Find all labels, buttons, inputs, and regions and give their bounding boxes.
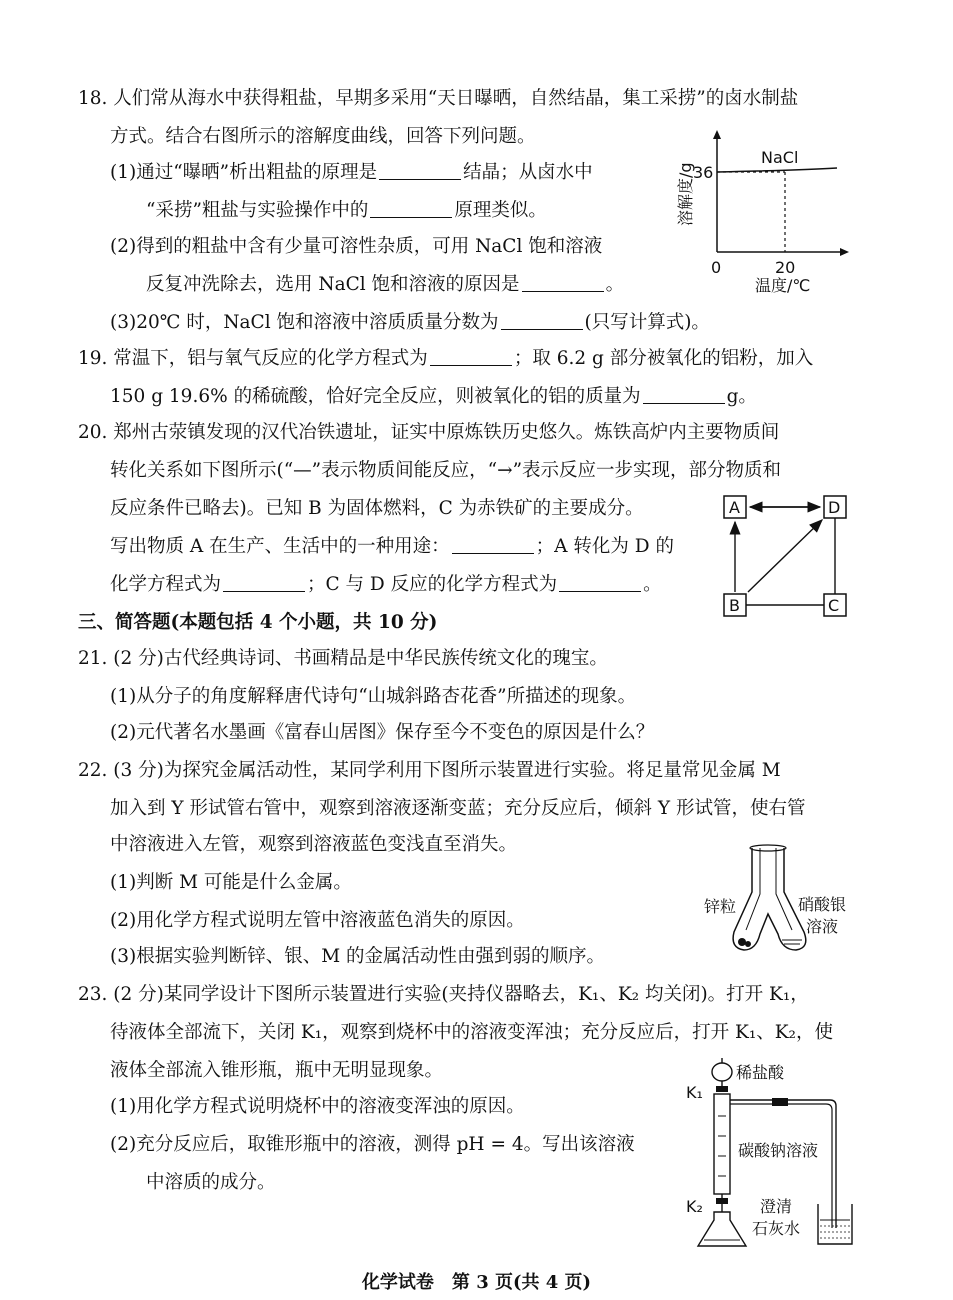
curve-label: NaCl — [761, 148, 799, 167]
q22-line2: 加入到 Y 形试管右管中，观察到溶液逐渐变蓝；充分反应后，倾斜 Y 形试管，使右管 — [110, 798, 806, 819]
q20-text: 写出物质 A 在生产、生活中的一种用途： — [110, 536, 450, 557]
y-axis-arrow — [713, 130, 721, 139]
apparatus-figure — [680, 1056, 860, 1252]
q21-line2: (1)从分子的角度解释唐代诗句“山城斜路杏花香”所描述的现象。 — [110, 686, 637, 707]
solubility-graph — [665, 130, 855, 300]
silver-nitrate-label: 硝酸银 — [798, 895, 847, 914]
answer-blank[interactable] — [522, 273, 604, 292]
q18-line2: 方式。结合右图所示的溶解度曲线，回答下列问题。 — [110, 126, 536, 147]
q20-text3: 化学方程式为 — [110, 574, 222, 595]
label-d: D — [828, 498, 841, 517]
q20-text5: 。 — [643, 574, 662, 595]
limewater-label2: 石灰水 — [752, 1219, 801, 1238]
answer-blank[interactable] — [430, 347, 512, 366]
y-tick-label: 36 — [693, 163, 714, 182]
q22-line1: 22. (3 分)为探究金属活动性，某同学利用下图所示装置进行实验。将足量常见金属 M — [78, 760, 781, 781]
q18-part3-text: (3)20℃ 时，NaCl 饱和溶液中溶质质量分数为 — [110, 312, 499, 333]
conical-flask — [698, 1212, 746, 1246]
q18-part1-text2: 结晶；从卤水中 — [463, 162, 593, 183]
silver-nitrate-label2: 溶液 — [806, 917, 839, 936]
q19-text4: g。 — [726, 386, 757, 407]
x-axis-label: 温度/℃ — [755, 276, 811, 295]
stopcock-k2 — [716, 1198, 728, 1204]
q18-part2-line2 — [146, 272, 624, 298]
q18-part2-line: (2)得到的粗盐中含有少量可溶性杂质，可用 NaCl 饱和溶液 — [110, 236, 603, 257]
answer-blank[interactable] — [223, 573, 305, 592]
q23-line1: 23. (2 分)某同学设计下图所示装置进行实验(夹持仪器略去，K₁、K₂ 均关闭)。打开 K₁， — [78, 984, 809, 1005]
q20-line2: 转化关系如下图所示(“—”表示物质间能反应，“→”表示反应一步实现，部分物质和 — [110, 460, 782, 481]
q18-part3-line — [110, 310, 710, 336]
q18-part1-text3: “采捞”粗盐与实验操作中的 — [146, 200, 369, 221]
q18-part1-line — [110, 160, 593, 186]
carbonate-label: 碳酸钠溶液 — [738, 1141, 819, 1160]
q19-line2 — [110, 384, 757, 410]
q20-line4 — [110, 534, 674, 560]
q20-line3: 反应条件已略去)。已知 B 为固体燃料，C 为赤铁矿的主要成分。 — [110, 498, 644, 519]
tube-connector — [772, 1098, 788, 1106]
transformation-diagram — [722, 494, 852, 620]
q19-text3: 150 g 19.6% 的稀硫酸，恰好完全反应，则被氧化的铝的质量为 — [110, 386, 641, 407]
y-axis-label: 溶解度/g — [676, 162, 695, 226]
answer-blank[interactable] — [452, 535, 534, 554]
q20-line1: 20. 郑州古荥镇发现的汉代冶铁遗址，证实中原炼铁历史悠久。炼铁高炉内主要物质间 — [78, 422, 780, 443]
zinc-label: 锌粒 — [704, 897, 737, 916]
label-b: B — [729, 596, 740, 615]
page-footer: 化学试卷 第 3 页(共 4 页) — [361, 1272, 592, 1293]
answer-blank[interactable] — [501, 311, 583, 330]
q18-part1-text4: 原理类似。 — [454, 200, 547, 221]
acid-label: 稀盐酸 — [736, 1063, 785, 1082]
label-a: A — [729, 498, 740, 517]
x-tick-label: 20 — [775, 258, 796, 277]
label-c: C — [828, 596, 840, 615]
q18-part1-line2 — [146, 198, 547, 224]
y-tube-figure — [700, 842, 860, 960]
q23-line4: (1)用化学方程式说明烧杯中的溶液变浑浊的原因。 — [110, 1096, 525, 1117]
q18-part2-text: 反复冲洗除去，选用 NaCl 饱和溶液的原因是 — [146, 274, 520, 295]
limewater-label: 澄清 — [760, 1197, 793, 1216]
zinc-granules — [738, 938, 746, 946]
y-tube-outline — [733, 848, 806, 950]
stopcock-k1 — [716, 1086, 728, 1092]
k2-label: K₂ — [686, 1197, 703, 1216]
q18-line1: 18. 人们常从海水中获得粗盐，早期多采用“天日曝晒，自然结晶，集工采捞”的卤水制盐 — [78, 88, 799, 109]
q23-line2: 待液体全部流下，关闭 K₁，观察到烧杯中的溶液变浑浊；充分反应后，打开 K₁、K₂，使 — [110, 1022, 833, 1043]
origin-label: 0 — [711, 258, 722, 277]
q18-part3-text2: (只写计算式)。 — [584, 312, 710, 333]
arrow-b-d — [748, 520, 822, 592]
k1-label: K₁ — [686, 1083, 703, 1102]
q19-line1 — [78, 346, 813, 372]
q21-line3: (2)元代著名水墨画《富春山居图》保存至今不变色的原因是什么？ — [110, 722, 655, 743]
answer-blank[interactable] — [379, 161, 461, 180]
column-tube — [714, 1094, 730, 1194]
q22-line6: (3)根据实验判断锌、银、M 的金属活动性由强到弱的顺序。 — [110, 946, 606, 967]
section-heading: 三、简答题(本题包括 4 个小题，共 10 分) — [78, 612, 438, 633]
q23-line6: 中溶质的成分。 — [146, 1172, 276, 1193]
q18-part2-text2: 。 — [605, 274, 625, 295]
q21-line1: 21. (2 分)古代经典诗词、书画精品是中华民族传统文化的瑰宝。 — [78, 648, 608, 669]
q18-part1-text: (1)通过“曝晒”析出粗盐的原理是 — [110, 162, 378, 183]
q19-text2: ；取 6.2 g 部分被氧化的铝粉，加入 — [513, 348, 814, 369]
answer-blank[interactable] — [643, 385, 725, 404]
q22-line5: (2)用化学方程式说明左管中溶液蓝色消失的原因。 — [110, 910, 525, 931]
q22-line4: (1)判断 M 可能是什么金属。 — [110, 872, 352, 893]
q22-line3: 中溶液进入左管，观察到溶液蓝色变浅直至消失。 — [110, 834, 518, 855]
q20-text2: ；A 转化为 D 的 — [535, 536, 674, 557]
x-axis-arrow — [840, 248, 849, 256]
beaker — [818, 1204, 852, 1244]
funnel-bulb — [712, 1063, 732, 1081]
q23-line3: 液体全部流入锥形瓶，瓶中无明显现象。 — [110, 1060, 444, 1081]
q19-text: 19. 常温下，铝与氧气反应的化学方程式为 — [78, 348, 428, 369]
nacl-curve — [717, 168, 837, 172]
answer-blank[interactable] — [370, 199, 452, 218]
q20-text4: ；C 与 D 反应的化学方程式为 — [307, 574, 558, 595]
q20-line5 — [110, 572, 662, 598]
answer-blank[interactable] — [559, 573, 641, 592]
q23-line5: (2)充分反应后，取锥形瓶中的溶液，测得 pH = 4。写出该溶液 — [110, 1134, 635, 1155]
